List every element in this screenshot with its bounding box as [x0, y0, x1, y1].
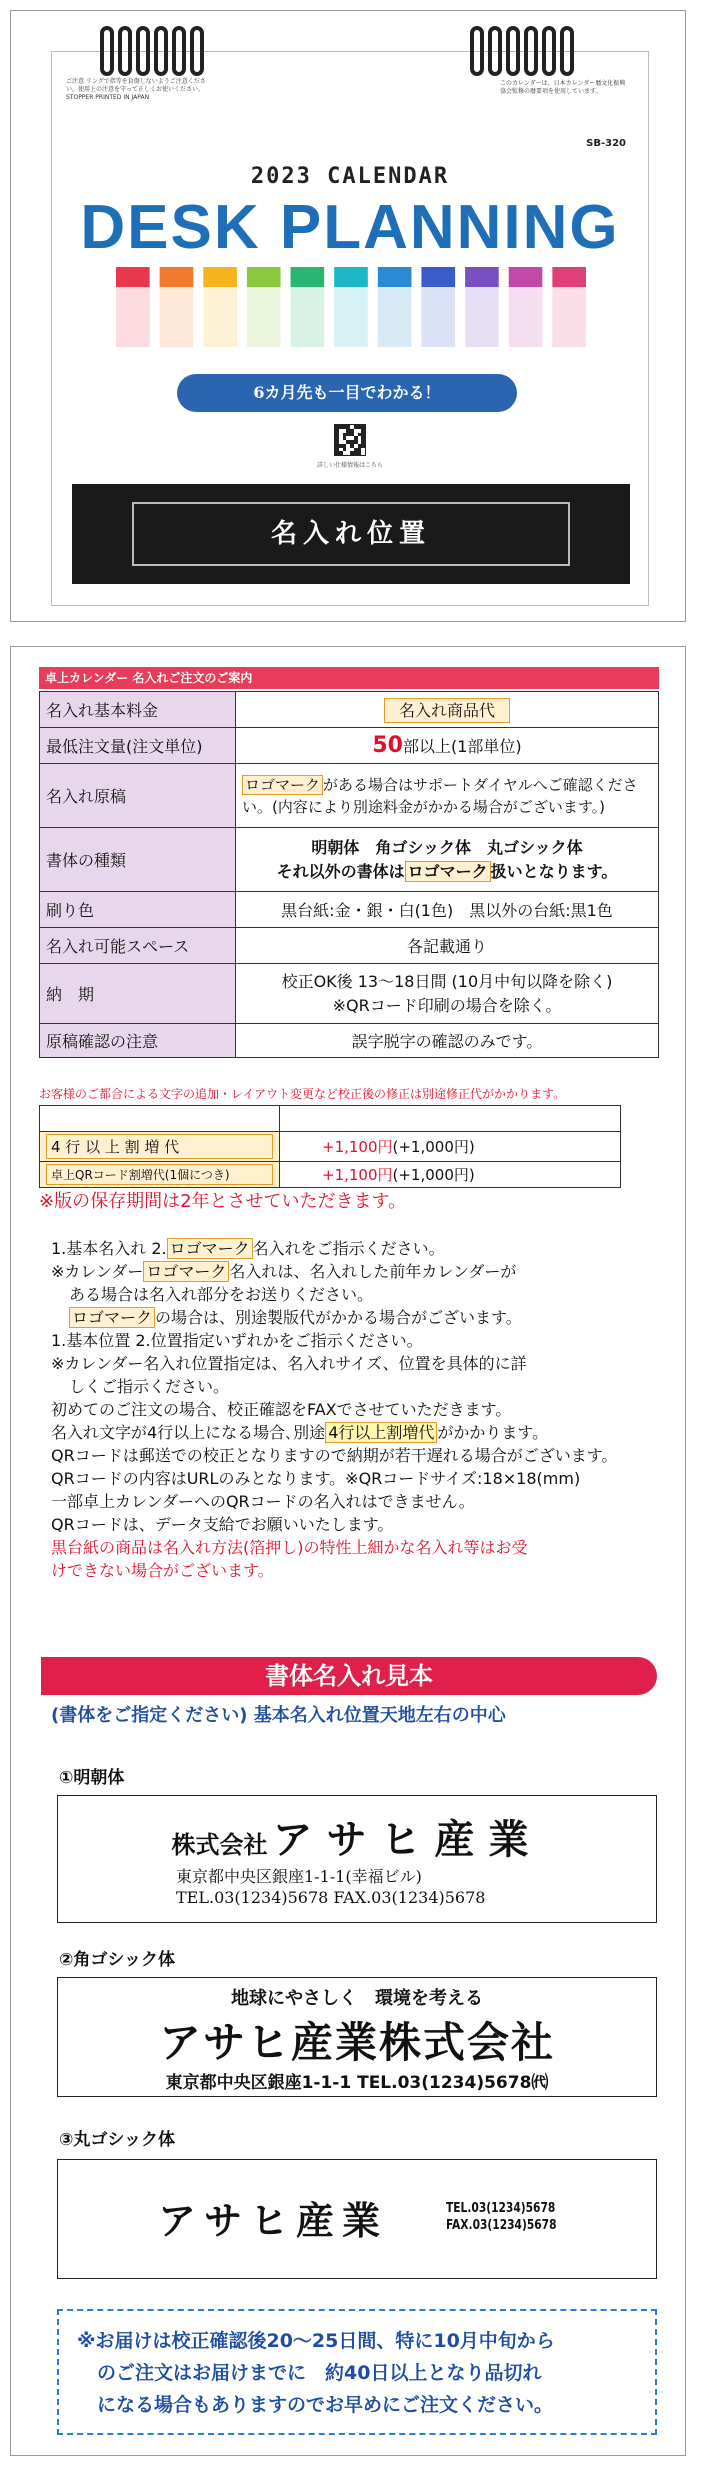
row-value: 明朝体 角ゴシック体 丸ゴシック体 それ以外の書体は ロゴマーク 扱いとなります。 — [236, 828, 659, 892]
note-line: 一部卓上カレンダーへのQRコードの名入れはできません。 — [51, 1492, 475, 1511]
note-line: ※カレンダー ロゴマーク 名入れは、名入れした前年カレンダーが — [51, 1262, 517, 1281]
note-line: ある場合は名入れ部分をお送りください。 — [69, 1285, 374, 1304]
note-line: 名入れ文字が4行以上になる場合､別途 4行以上割増代 がかかります。 — [51, 1423, 549, 1442]
note-line: しくご指示ください。 — [69, 1377, 230, 1396]
binding-rings-right — [470, 26, 574, 76]
kaku-sample — [57, 1977, 657, 2097]
order-note: お客様のご都合による文字の追加・レイアウト変更など校正後の修正は別途修正代がかかります。 — [39, 1087, 566, 1101]
stripe-fade — [552, 287, 586, 347]
order-table — [39, 691, 659, 1058]
row-value: 誤字脱字の確認のみです。 — [236, 1024, 659, 1058]
option-price: +1,100円(+1,000円) — [280, 1162, 621, 1188]
row-value: ロゴマーク がある場合はサポートダイヤルへご確認ください。(内容により別途料金がかかる場合がございます。) — [236, 764, 659, 828]
kaku-heading: ②角ゴシック体 — [59, 1950, 176, 1970]
calendar-title: DESK PLANNING — [80, 193, 620, 262]
calendar-notice-text: ご注意 リングで指等を負傷しないようご注意ください。使用上の注意を守って正しくお使いください。 STOPPER PRINTED IN JAPAN — [66, 78, 206, 101]
row-value: 名入れ商品代 — [236, 692, 659, 728]
maru-tels: TEL.03(1234)5678 FAX.03(1234)5678 — [446, 2201, 557, 2233]
stripe-block — [421, 267, 455, 287]
note-line: QRコードは郵送での校正となりますので納期が若干遅れる場合がございます。 — [51, 1446, 618, 1465]
stripe-block — [291, 267, 325, 287]
note-line: 1.基本名入れ 2. ロゴマーク 名入れをご指示ください。 — [51, 1239, 445, 1258]
table-row — [40, 964, 659, 1024]
calendar-year-label: 2023 CALENDAR — [250, 164, 450, 189]
maru-company: アサヒ産業 — [158, 2199, 389, 2243]
option-price-table — [39, 1105, 621, 1188]
mincho-company: 株式会社 アサヒ産業 — [171, 1816, 543, 1863]
row-label: 原稿確認の注意 — [40, 1024, 236, 1058]
name-print-area — [72, 484, 630, 584]
stripe-block — [378, 267, 412, 287]
calendar-tagline: 6カ月先も一目でわかる！ — [177, 374, 517, 412]
mincho-tel: TEL.03(1234)5678 FAX.03(1234)5678 — [176, 1888, 486, 1907]
qr-code-icon — [334, 424, 366, 456]
stripe-fade — [291, 287, 325, 347]
row-label: 納 期 — [40, 964, 236, 1024]
row-label: 刷り色 — [40, 892, 236, 928]
table-row — [40, 1024, 659, 1058]
row-label: 名入れ基本料金 — [40, 692, 236, 728]
row-value: 各記載通り — [236, 928, 659, 964]
calendar-product-image — [10, 10, 686, 622]
plate-keep-period: ※版の保存期間は2年とさせていただきます。 — [39, 1191, 407, 1212]
color-stripes-graphic — [112, 267, 592, 367]
stripe-fade — [421, 287, 455, 347]
qr-caption: 詳しい仕様情報はこちら — [316, 462, 383, 469]
row-label: 最低注文量(注文単位) — [40, 728, 236, 764]
mincho-sample — [57, 1795, 657, 1923]
binding-rings-left — [100, 26, 204, 76]
kaku-company: アサヒ産業株式会社 — [158, 2018, 555, 2067]
stripe-block — [552, 267, 586, 287]
stripe-fade — [334, 287, 368, 347]
product-code: SB-320 — [586, 138, 626, 149]
sample-banner: 書体名入れ見本 — [41, 1657, 657, 1695]
stripe-fade — [247, 287, 281, 347]
stripe-fade — [465, 287, 499, 347]
stripe-block — [334, 267, 368, 287]
table-row — [40, 892, 659, 928]
order-notes — [51, 1237, 661, 1582]
name-position-label: 名入れ位置 — [132, 502, 570, 566]
table-row — [40, 1106, 621, 1132]
maru-sample — [57, 2159, 657, 2279]
mincho-heading: ①明朝体 — [59, 1768, 125, 1788]
kaku-slogan: 地球にやさしく 環境を考える — [231, 1988, 483, 2009]
table-row — [40, 764, 659, 828]
note-line: ※カレンダー名入れ位置指定は、名入れサイズ、位置を具体的に詳 — [51, 1354, 527, 1373]
stripe-block — [116, 267, 150, 287]
kaku-address: 東京都中央区銀座1-1-1 TEL.03(1234)5678㈹ — [165, 2073, 549, 2093]
note-line: けできない場合がございます。 — [51, 1561, 274, 1580]
delivery-notice: ※お届けは校正確認後20～25日間、特に10月中旬から のご注文はお届けまでに 約40日以上となり品切れ になる場合もありますのでお早めにご注文ください。 — [57, 2309, 657, 2435]
row-value: 校正OK後 13～18日間 (10月中旬以降を除く) ※QRコード印刷の場合を除く。 — [236, 964, 659, 1024]
table-row — [40, 728, 659, 764]
stripe-fade — [203, 287, 237, 347]
row-value: 50部以上(1部単位) — [236, 728, 659, 764]
table-row — [40, 692, 659, 728]
option-label: 4 行 以 上 割 増 代 — [40, 1132, 280, 1162]
table-row — [40, 1132, 621, 1162]
row-label: 名入れ可能スペース — [40, 928, 236, 964]
stripe-fade — [509, 287, 543, 347]
order-header: 卓上カレンダー 名入れご注文のご案内 — [39, 667, 659, 689]
calendar-body — [51, 51, 649, 606]
row-label: 書体の種類 — [40, 828, 236, 892]
sample-subtitle: (書体をご指定ください) 基本名入れ位置天地左右の中心 — [51, 1705, 506, 1726]
stripe-fade — [116, 287, 150, 347]
mincho-address: 東京都中央区銀座1-1-1(幸福ビル) — [176, 1867, 422, 1886]
note-line: 黒台紙の商品は名入れ方法(箔押し)の特性上細かな名入れ等はお受 — [51, 1538, 528, 1557]
stripe-block — [465, 267, 499, 287]
stripe-block — [203, 267, 237, 287]
note-line: QRコードは、データ支給でお願いいたします。 — [51, 1515, 394, 1534]
table-row — [40, 928, 659, 964]
note-line: 初めてのご注文の場合、校正確認をFAXでさせていただきます。 — [51, 1400, 512, 1419]
stripe-fade — [378, 287, 412, 347]
option-label: 卓上QRコード割増代(1個につき) — [40, 1162, 280, 1188]
note-line: ロゴマーク の場合は、別途製版代がかかる場合がございます。 — [51, 1306, 661, 1329]
table-row — [40, 828, 659, 892]
order-info-section — [10, 646, 686, 2456]
note-line: 1.基本位置 2.位置指定いずれかをご指示ください。 — [51, 1331, 423, 1350]
row-value: 黒台紙:金・銀・白(1色) 黒以外の台紙:黒1色 — [236, 892, 659, 928]
stripe-block — [160, 267, 194, 287]
stripe-block — [509, 267, 543, 287]
option-label — [40, 1106, 280, 1132]
option-price: +1,100円(+1,000円) — [280, 1132, 621, 1162]
row-label: 名入れ原稿 — [40, 764, 236, 828]
calendar-info-text: このカレンダーは、日本カレンダー暦文化振興協会監修の暦要項を使用しています。 — [500, 80, 626, 95]
stripe-block — [247, 267, 281, 287]
stripe-fade — [160, 287, 194, 347]
option-price — [280, 1106, 621, 1132]
note-line: QRコードの内容はURLのみとなります。※QRコードサイズ:18×18(mm) — [51, 1469, 581, 1488]
table-row — [40, 1162, 621, 1188]
maru-heading: ③丸ゴシック体 — [59, 2130, 176, 2150]
